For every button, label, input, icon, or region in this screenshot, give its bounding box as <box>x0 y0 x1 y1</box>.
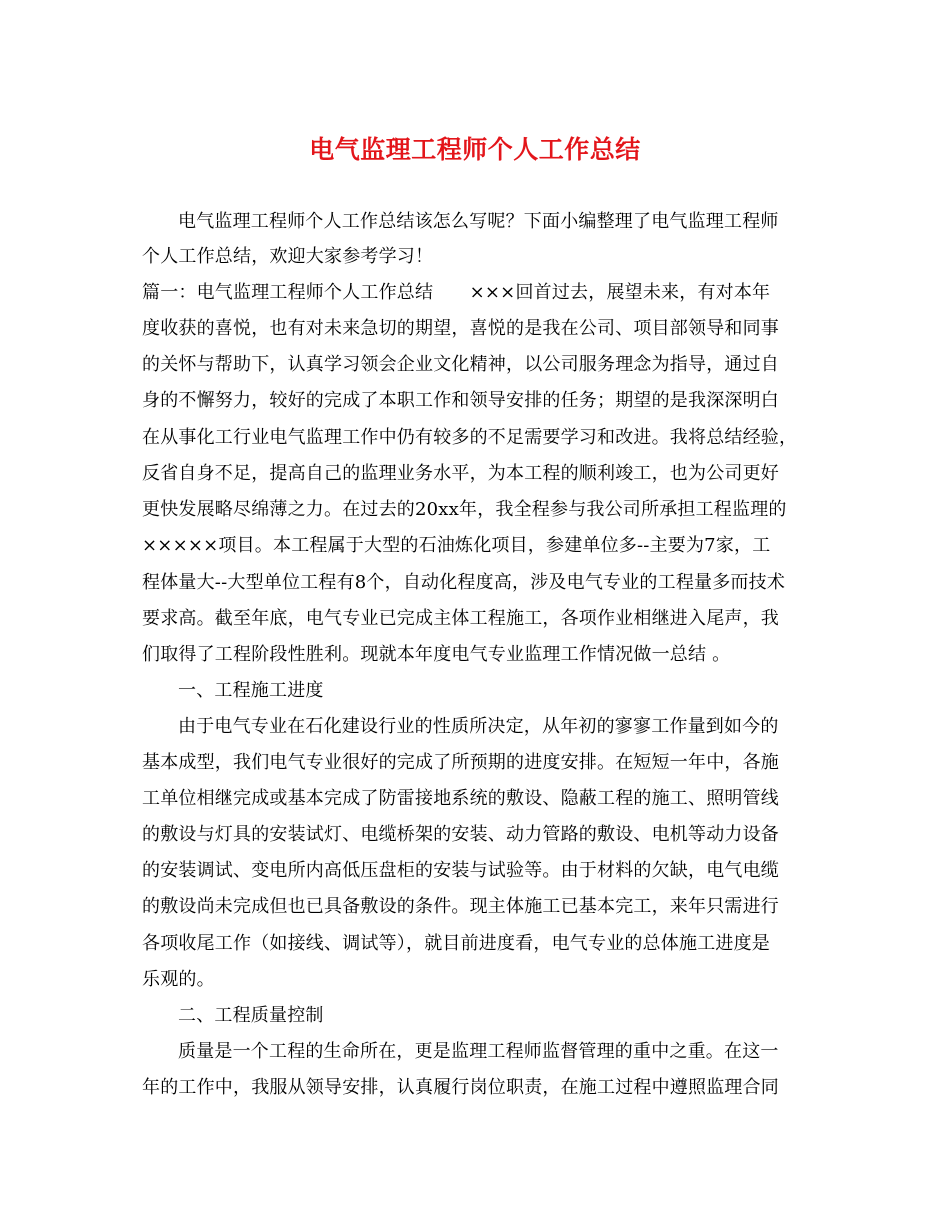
paragraph-line: 程体量大--大型单位工程有8个，自动化程度高，涉及电气专业的工程量多而技术 <box>142 572 786 593</box>
paragraph-line: 工单位相继完成或基本完成了防雷接地系统的敷设、隐蔽工程的施工、照明管线 <box>142 788 779 809</box>
paragraph-line: 电气监理工程师个人工作总结该怎么写呢？下面小编整理了电气监理工程师 <box>178 211 779 232</box>
paragraph-line: 在从事化工行业电气监理工作中仍有较多的不足需要学习和改进。我将总结经验， <box>142 427 798 448</box>
paragraph-line: 质量是一个工程的生命所在，更是监理工程师监督管理的重中之重。在这一 <box>178 1041 779 1062</box>
paragraph-line: 年的工作中，我服从领导安排，认真履行岗位职责，在施工过程中遵照监理合同 <box>142 1077 779 1098</box>
paragraph-line: 们取得了工程阶段性胜利。现就本年度电气专业监理工作情况做一总结 。 <box>142 644 731 665</box>
paragraph-line: 身的不懈努力，较好的完成了本职工作和领导安排的任务；期望的是我深深明白 <box>142 390 779 411</box>
paragraph-line: ×××××项目。本工程属于大型的石油炼化项目，参建单位多--主要为7家，工 <box>142 535 771 556</box>
paragraph-line: 的关怀与帮助下，认真学习领会企业文化精神，以公司服务理念为指导，通过自 <box>142 354 779 375</box>
paragraph-line: 的敷设尚未完成但也已具备敷设的条件。现主体施工已基本完工，来年只需进行 <box>142 896 779 917</box>
paragraph-line: 由于电气专业在石化建设行业的性质所决定，从年初的寥寥工作量到如今的 <box>178 716 779 737</box>
paragraph-line: 更快发展略尽绵薄之力。在过去的20xx年，我全程参与我公司所承担工程监理的 <box>142 499 787 520</box>
section-heading: 一、工程施工进度 <box>178 680 324 701</box>
paragraph-line: 要求高。截至年底，电气专业已完成主体工程施工，各项作业相继进入尾声，我 <box>142 608 779 629</box>
paragraph-line: 各项收尾工作（如接线、调试等），就目前进度看，电气专业的总体施工进度是 <box>142 933 770 954</box>
paragraph-line: 的敷设与灯具的安装试灯、电缆桥架的安装、动力管路的敷设、电机等动力设备 <box>142 824 779 845</box>
paragraph-line: 反省自身不足，提高自己的监理业务水平，为本工程的顺利竣工，也为公司更好 <box>142 463 779 484</box>
paragraph-line: 篇一：电气监理工程师个人工作总结 ×××回首过去，展望未来，有对本年 <box>142 282 771 303</box>
document-title: 电气监理工程师个人工作总结 <box>309 135 641 164</box>
paragraph-line: 个人工作总结，欢迎大家参考学习！ <box>142 246 434 267</box>
paragraph-line: 基本成型，我们电气专业很好的完成了所预期的进度安排。在短短一年中，各施 <box>142 752 779 773</box>
section-heading: 二、工程质量控制 <box>178 1005 324 1026</box>
paragraph-line: 乐观的。 <box>142 969 215 990</box>
paragraph-line: 的安装调试、变电所内高低压盘柜的安装与试验等。由于材料的欠缺，电气电缆 <box>142 860 779 881</box>
paragraph-line: 度收获的喜悦，也有对未来急切的期望，喜悦的是我在公司、项目部领导和同事 <box>142 318 779 339</box>
